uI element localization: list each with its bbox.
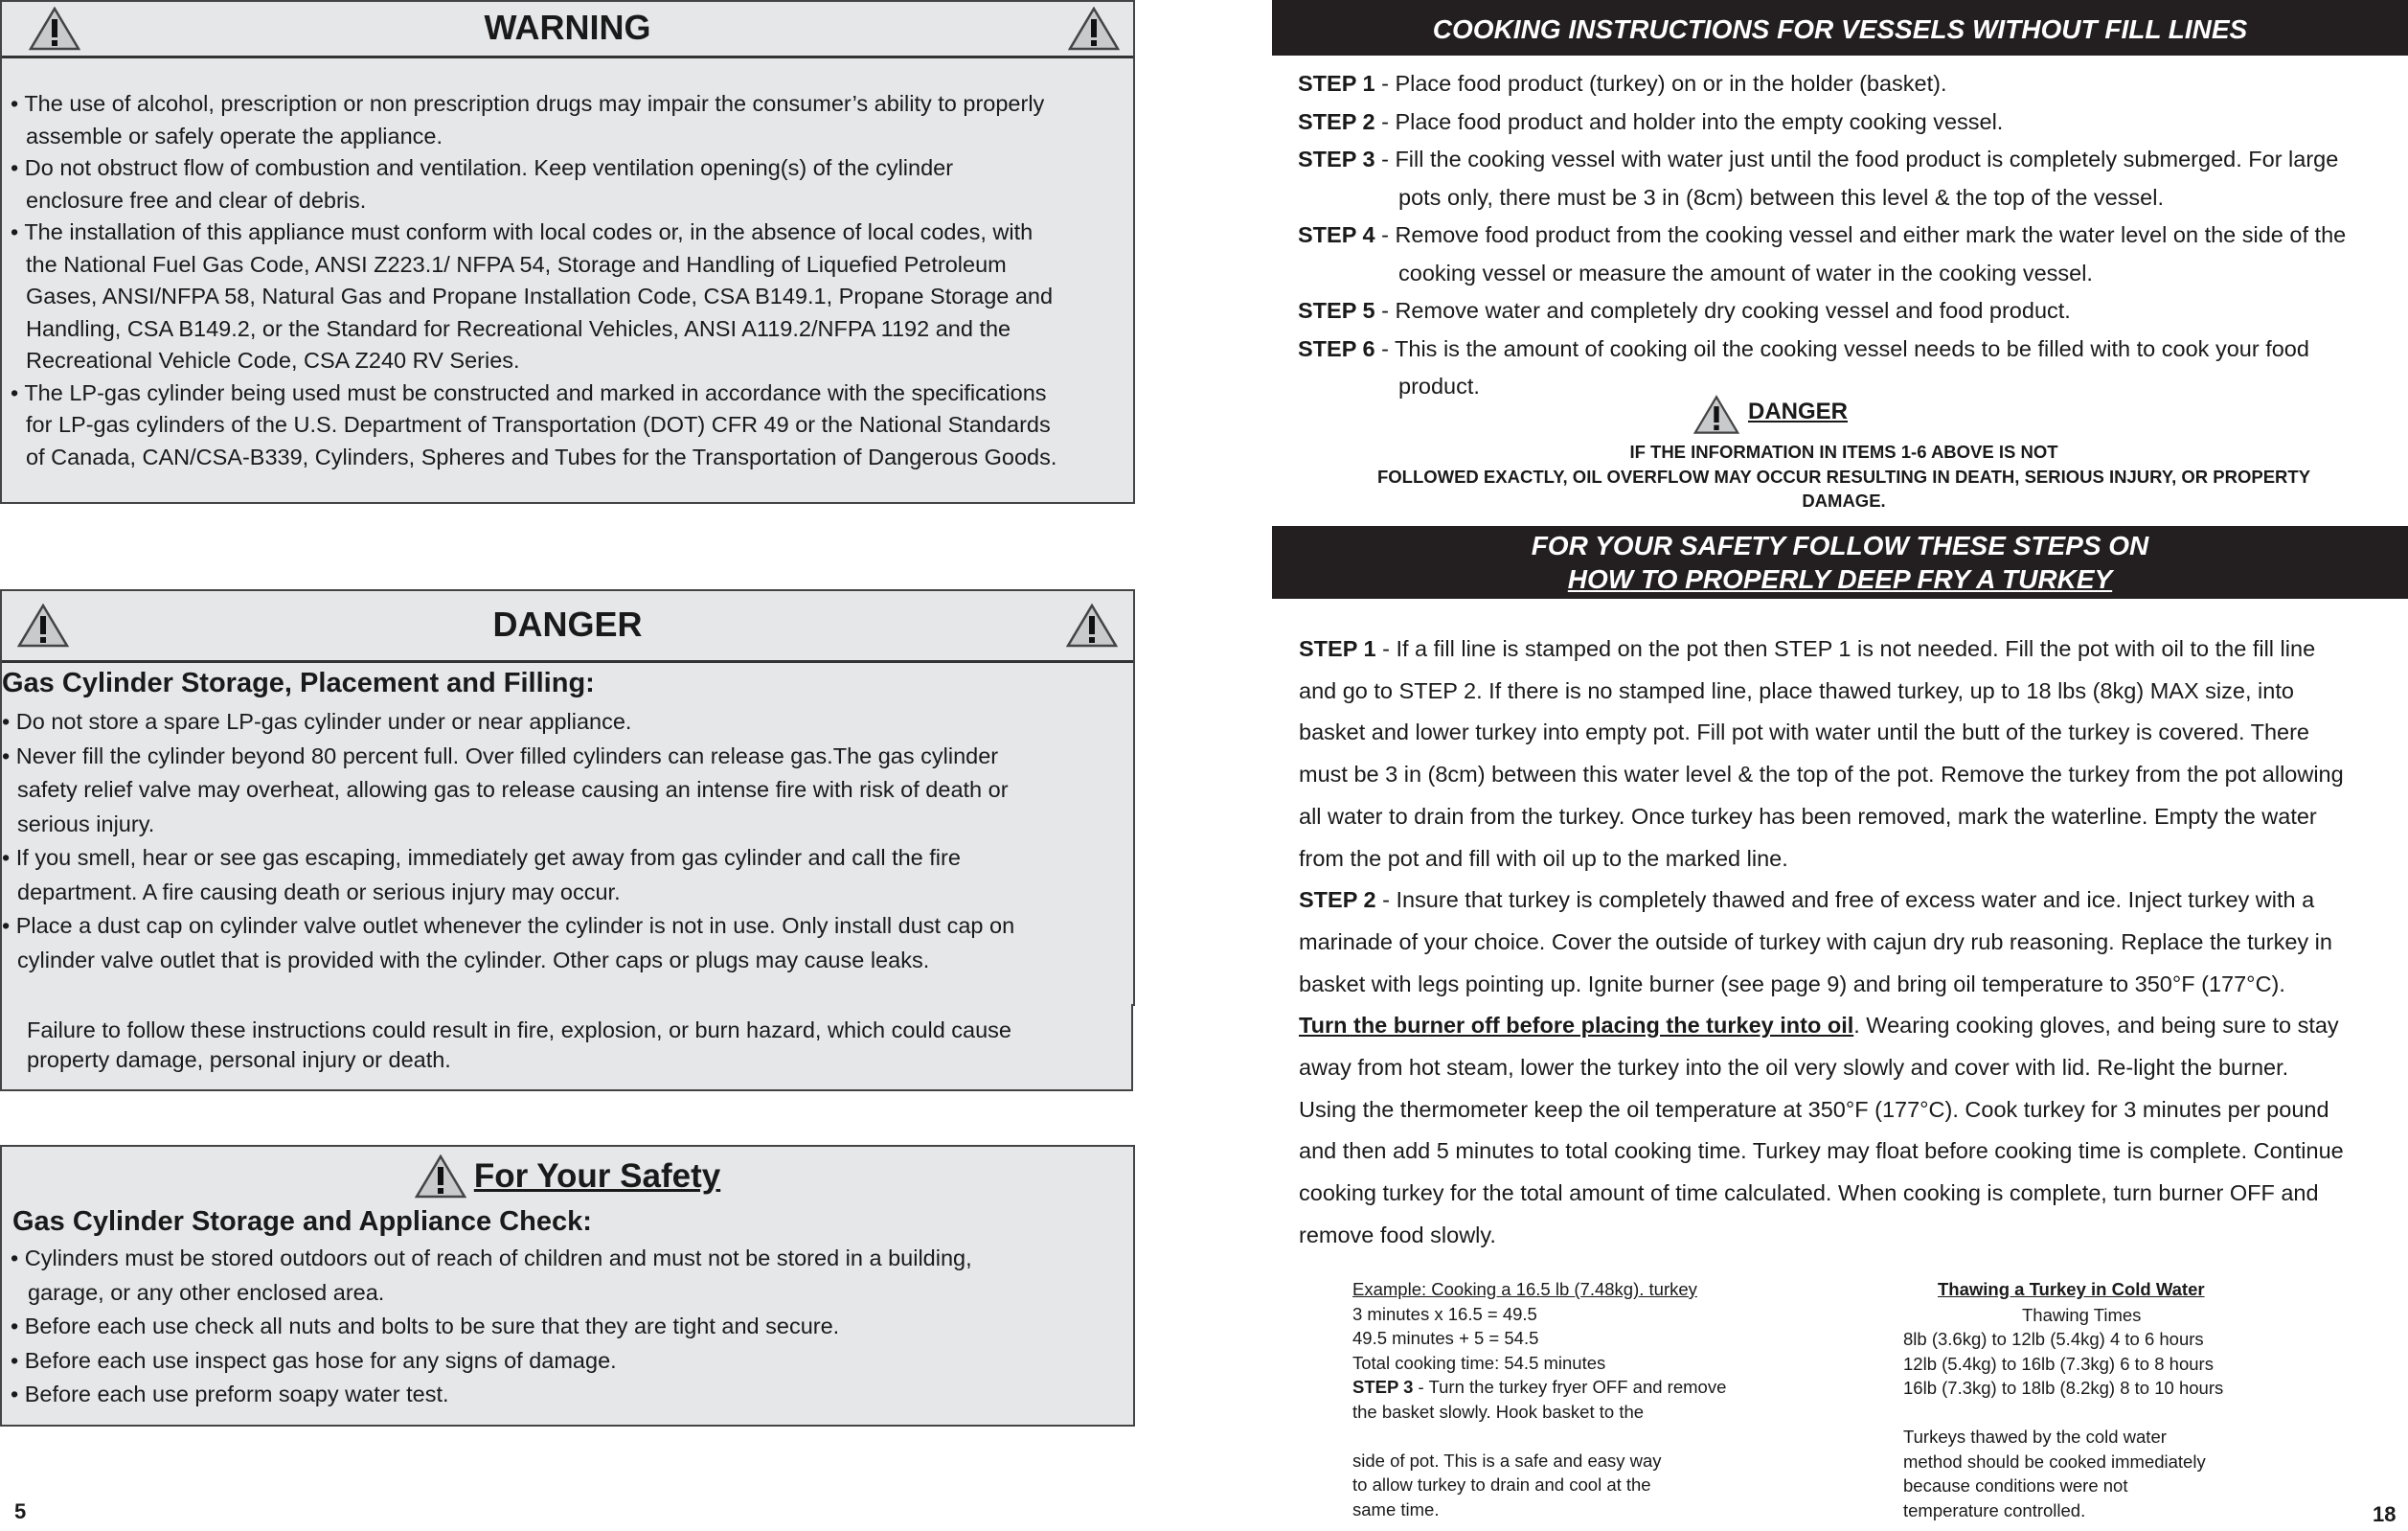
warning-line: Handling, CSA B149.2, or the Standard for Recreational Vehicles, ANSI A119.2/NFPA 1192 and the: [26, 315, 1011, 341]
warning-line: • The installation of this appliance must conform with local codes or, in the absence of local codes, with: [11, 219, 1034, 244]
fry-line: basket and lower turkey into empty pot. Fill pot with water until the butt of the turkey is covered. There: [1299, 720, 2309, 745]
warning-right-icon: [1068, 7, 1120, 51]
step-item: [1298, 217, 2408, 255]
step-label: STEP 4: [1298, 222, 1375, 247]
thawing-block: [1903, 1277, 2306, 1522]
danger-line: serious injury.: [17, 811, 155, 836]
thawing-line: method should be cooked immediately: [1903, 1451, 2206, 1472]
example-line: side of pot. This is a safe and easy way: [1352, 1450, 1662, 1471]
example-line: Total cooking time: 54.5 minutes: [1352, 1352, 1606, 1373]
step-label: STEP 3: [1298, 147, 1375, 171]
danger-header: [2, 591, 1133, 663]
safety-text: [11, 1242, 1131, 1412]
banner-safety-line1: FOR YOUR SAFETY FOLLOW THESE STEPS ON: [1531, 531, 2149, 560]
danger-notice-title: DANGER: [1748, 399, 1849, 424]
danger-line: • If you smell, hear or see gas escaping, immediately get away from gas cylinder and call the fire: [2, 845, 961, 870]
safety-line: • Cylinders must be stored outdoors out of reach of children and must not be stored in a building,: [11, 1245, 972, 1270]
vessel-steps: [1298, 65, 2408, 406]
danger-notice-line: FOLLOWED EXACTLY, OIL OVERFLOW MAY OCCUR RESULTING IN DEATH, SERIOUS INJURY, OR PROPERTY: [1376, 466, 2311, 487]
example-line: - Turn the turkey fryer OFF and remove: [1413, 1377, 1727, 1397]
fry-line: from the pot and fill with oil up to the marked line.: [1299, 845, 1788, 871]
fry-line: . Wearing cooking gloves, and being sure to stay: [1853, 1013, 2339, 1039]
warning-line: Gases, ANSI/NFPA 58, Natural Gas and Propane Installation Code, CSA B149.1, Propane Storage and: [26, 284, 1054, 308]
warning-line: • Do not obstruct flow of combustion and ventilation. Keep ventilation opening(s) of the cylinder: [11, 155, 954, 180]
example-block: [1352, 1277, 1851, 1521]
example-step3: [1352, 1375, 1851, 1400]
fry-underlined-line: [1299, 1005, 2408, 1047]
thawing-heading: Thawing a Turkey in Cold Water: [1938, 1279, 2205, 1299]
fry-step2-first: [1299, 880, 2408, 922]
warning-line: enclosure free and clear of debris.: [26, 187, 367, 213]
example-line: the basket slowly. Hook basket to the: [1352, 1401, 1645, 1422]
safety-line: • Before each use preform soapy water test.: [11, 1382, 449, 1406]
fry-line: must be 3 in (8cm) between this water level & the top of the pot. Remove the turkey from the pot allowing: [1299, 762, 2344, 788]
step-text: - Place food product (turkey) on or in the holder (basket).: [1374, 71, 1947, 96]
danger-right-icon: [1066, 604, 1118, 648]
step-text: - This is the amount of cooking oil the cooking vessel needs to be filled with to cook your food: [1374, 335, 2309, 361]
step-text: - Place food product and holder into the empty cooking vessel.: [1374, 108, 2004, 134]
banner-safety-steps: [1272, 526, 2408, 599]
warning-title: WARNING: [484, 8, 651, 47]
warning-line: Recreational Vehicle Code, CSA Z240 RV Series.: [26, 348, 520, 373]
step-text: - Fill the cooking vessel with water just until the food product is completely submerged. For large: [1374, 147, 2339, 171]
warning-header: [2, 2, 1133, 58]
step-label: STEP 2: [1298, 108, 1375, 134]
fry-line: Using the thermometer keep the oil temperature at 350°F (177°C). Cook turkey for 3 minutes per pound: [1299, 1096, 2329, 1122]
step-text: - Remove food product from the cooking vessel and either mark the water level on the side of the: [1374, 222, 2347, 247]
danger-footer-text: [27, 1016, 1011, 1075]
step-continuation: pots only, there must be 3 in (8cm) between this level & the top of the vessel.: [1398, 184, 2164, 210]
fry-line: all water to drain from the turkey. Once turkey has been removed, mark the waterline. Empty the water: [1299, 803, 2317, 829]
danger-subheading: Gas Cylinder Storage, Placement and Filling:: [2, 668, 595, 698]
thawing-subheading: Thawing Times: [2022, 1304, 2142, 1325]
step-item: [1298, 65, 2408, 103]
thawing-line: [1903, 1401, 2306, 1426]
danger-notice-icon: [1693, 395, 1739, 435]
fry-line: cooking turkey for the total amount of time calculated. When cooking is complete, turn burner OFF and: [1299, 1180, 2319, 1206]
warning-line: • The LP-gas cylinder being used must be constructed and marked in accordance with the specifications: [11, 379, 1047, 405]
right-page-number: 18: [2373, 1502, 2397, 1526]
warning-box: [0, 0, 1135, 504]
fry-line: basket with legs pointing up. Ignite burner (see page 9) and bring oil temperature to 350°F (177°C).: [1299, 971, 2285, 996]
fry-line: - If a fill line is stamped on the pot then STEP 1 is not needed. Fill the pot with oil to the fill line: [1375, 636, 2316, 661]
fry-instructions: [1299, 628, 2408, 1257]
example-line: same time.: [1352, 1498, 1440, 1520]
fry-underlined: Turn the burner off before placing the turkey into oil: [1299, 1013, 1854, 1039]
warning-line: assemble or safely operate the appliance.: [26, 123, 443, 149]
step-label: STEP 1: [1298, 71, 1375, 96]
thawing-line: 16lb (7.3kg) to 18lb (8.2kg) 8 to 10 hours: [1903, 1378, 2224, 1398]
safety-box: [0, 1145, 1135, 1427]
warning-line: of Canada, CAN/CSA-B339, Cylinders, Spheres and Tubes for the Transportation of Dangerous Goods.: [26, 444, 1057, 469]
banner-without-fill-lines: [1272, 0, 2408, 56]
step-label: STEP 5: [1298, 298, 1375, 323]
fry-line: and go to STEP 2. If there is no stamped line, place thawed turkey, up to 18 lbs (8kg) MAX size, into: [1299, 677, 2294, 703]
thawing-line: 12lb (5.4kg) to 16lb (7.3kg) 6 to 8 hours: [1903, 1353, 2214, 1374]
thawing-line: temperature controlled.: [1903, 1499, 2086, 1520]
safety-subheading: Gas Cylinder Storage and Appliance Check:: [12, 1206, 592, 1237]
fry-line: away from hot steam, lower the turkey into the oil very slowly and cover with lid. Re-light the burner.: [1299, 1055, 2289, 1081]
danger-left-icon: [17, 604, 69, 648]
danger-footer-line: property damage, personal injury or death.: [27, 1047, 451, 1072]
fry-step1-first: [1299, 628, 2408, 671]
step-continuation: cooking vessel or measure the amount of water in the cooking vessel.: [1398, 260, 2093, 286]
danger-line: safety relief valve may overheat, allowing gas to release causing an intense fire with risk of death or: [17, 777, 1009, 802]
example-line: 3 minutes x 16.5 = 49.5: [1352, 1303, 1537, 1324]
banner-safety-line2: HOW TO PROPERLY DEEP FRY A TURKEY: [1567, 564, 2113, 594]
step-label: STEP 6: [1298, 335, 1375, 361]
safety-header: [2, 1154, 1133, 1202]
example-line: to allow turkey to drain and cool at the: [1352, 1474, 1651, 1495]
danger-line: • Do not store a spare LP-gas cylinder under or near appliance.: [2, 709, 632, 734]
step-item: [1298, 292, 2408, 331]
step-item: [1298, 331, 2408, 369]
safety-line: • Before each use inspect gas hose for any signs of damage.: [11, 1347, 617, 1373]
fry-line: remove food slowly.: [1299, 1222, 1496, 1247]
danger-line: department. A fire causing death or serious injury may occur.: [17, 879, 621, 904]
safety-line: • Before each use check all nuts and bolts to be sure that they are tight and secure.: [11, 1314, 840, 1338]
danger-text: [2, 705, 1132, 977]
safety-icon: [415, 1154, 466, 1199]
example-line: 49.5 minutes + 5 = 54.5: [1352, 1328, 1539, 1348]
step-continuation: product.: [1398, 374, 1480, 399]
danger-notice-line: DAMAGE.: [1802, 491, 1886, 511]
safety-title: For Your Safety: [473, 1157, 721, 1195]
danger-box: [0, 589, 1135, 1006]
step-item: [1298, 141, 2408, 179]
fry-line: - Insure that turkey is completely thawed and free of excess water and ice. Inject turkey with a: [1375, 887, 2315, 913]
thawing-line: 8lb (3.6kg) to 12lb (5.4kg) 4 to 6 hours: [1903, 1329, 2204, 1349]
warning-line: the National Fuel Gas Code, ANSI Z223.1/ NFPA 54, Storage and Handling of Liquefied Petroleum: [26, 251, 1007, 277]
warning-left-icon: [29, 7, 80, 51]
example-heading: Example: Cooking a 16.5 lb (7.48kg). turkey: [1352, 1279, 1697, 1299]
banner-title: COOKING INSTRUCTIONS FOR VESSELS WITHOUT FILL LINES: [1432, 14, 2248, 44]
warning-text: [11, 88, 1136, 473]
warning-line: for LP-gas cylinders of the U.S. Department of Transportation (DOT) CFR 49 or the National Standards: [26, 412, 1051, 437]
fry-line: marinade of your choice. Cover the outside of turkey with cajun dry rub reasoning. Replace the turkey in: [1299, 928, 2332, 954]
danger-line: • Place a dust cap on cylinder valve outlet whenever the cylinder is not in use. Only install dust cap on: [2, 913, 1015, 938]
thawing-line: because conditions were not: [1903, 1475, 2128, 1496]
thawing-line: Turkeys thawed by the cold water: [1903, 1427, 2167, 1447]
step-text: - Remove water and completely dry cooking vessel and food product.: [1374, 298, 2071, 323]
danger-footer-line: Failure to follow these instructions could result in fire, explosion, or burn hazard, which could cause: [27, 1017, 1011, 1042]
fry-step-label: STEP 2: [1299, 887, 1376, 913]
danger-notice-line: IF THE INFORMATION IN ITEMS 1-6 ABOVE IS NOT: [1629, 442, 2058, 462]
danger-line: • Never fill the cylinder beyond 80 percent full. Over filled cylinders can release gas.The gas cylinder: [2, 743, 999, 768]
fry-line: and then add 5 minutes to total cooking time. Turkey may float before cooking time is complete. Continue: [1299, 1138, 2344, 1164]
step-item: [1298, 103, 2408, 142]
example-step3-label: STEP 3: [1352, 1377, 1414, 1397]
fry-step-label: STEP 1: [1299, 636, 1376, 661]
example-line: [1352, 1424, 1851, 1449]
warning-line: • The use of alcohol, prescription or non prescription drugs may impair the consumer’s ability to properly: [11, 91, 1045, 116]
danger-footer-box: [0, 1004, 1133, 1091]
danger-notice-text: [1284, 440, 2404, 514]
danger-line: cylinder valve outlet that is provided with the cylinder. Other caps or plugs may cause leaks.: [17, 947, 930, 972]
danger-title: DANGER: [492, 605, 643, 644]
safety-line: garage, or any other enclosed area.: [28, 1279, 385, 1305]
left-page-number: 5: [14, 1499, 27, 1523]
